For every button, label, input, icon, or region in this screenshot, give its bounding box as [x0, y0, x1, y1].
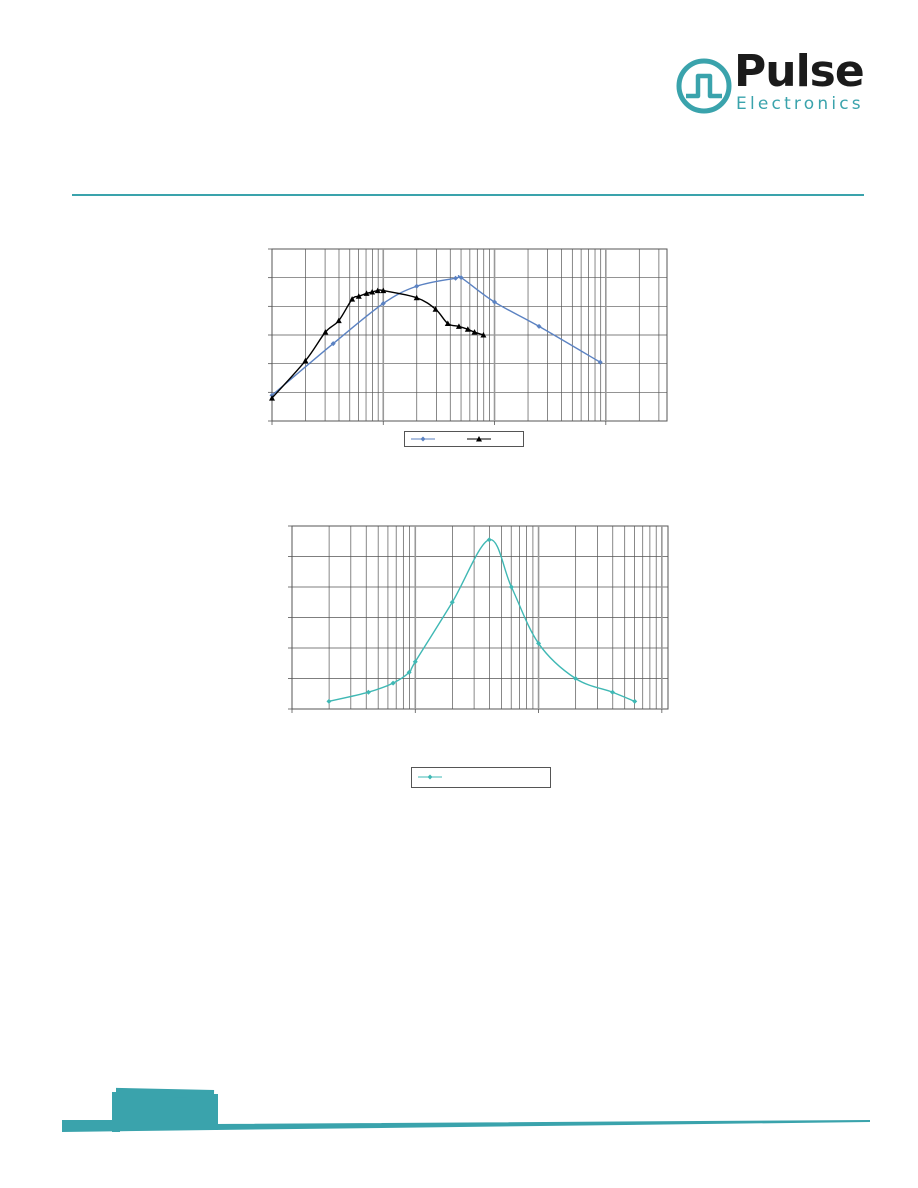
legend-line-triangle-icon	[465, 432, 493, 446]
chart-1-legend	[404, 431, 524, 447]
brand-name: Pulse	[734, 46, 864, 97]
legend-line-diamond-icon	[416, 770, 444, 784]
chart-2-legend	[411, 767, 551, 788]
legend-item-series-1	[409, 432, 437, 446]
legend-item-series-3	[416, 770, 444, 784]
legend-line-diamond-icon	[409, 432, 437, 446]
legend-item-series-2	[465, 432, 493, 446]
brand-tagline: Electronics	[736, 94, 864, 114]
chart-2-plot-area	[288, 526, 668, 713]
footer-pulse-band	[0, 1080, 918, 1188]
